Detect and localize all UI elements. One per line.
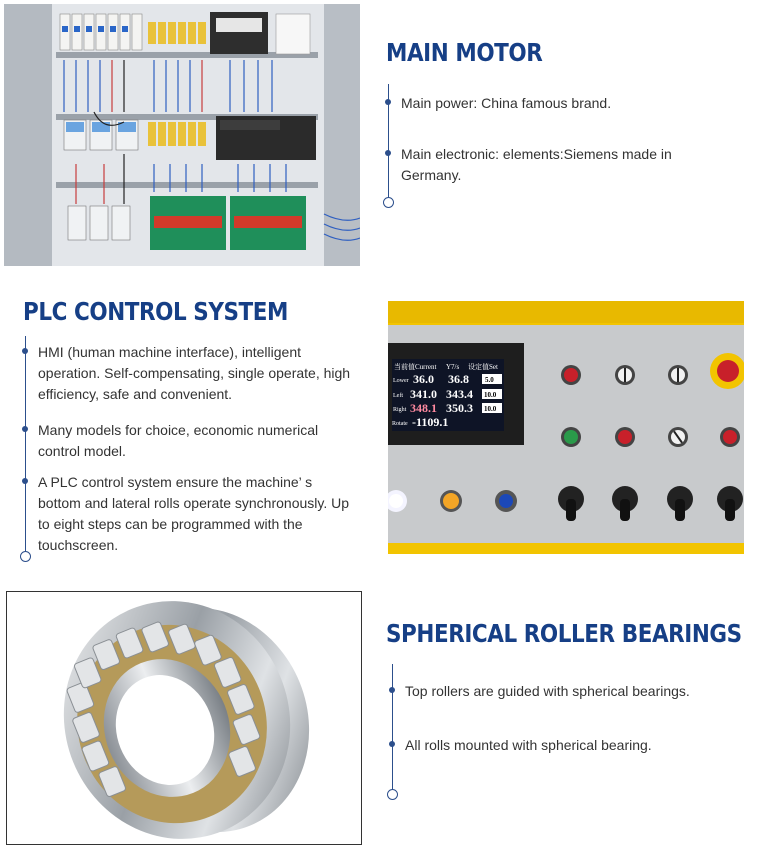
hmi-set-label: 设定值Set — [468, 363, 498, 371]
main-motor-item-1: Main power: China famous brand. — [401, 95, 612, 111]
bullet-dot — [22, 478, 28, 484]
hmi-unit: Y7/s — [446, 363, 460, 371]
hmi-row-label: Left — [393, 393, 403, 399]
spherical-bearings-heading: SPHERICAL ROLLER BEARINGS — [386, 619, 742, 648]
plc-timeline — [25, 336, 26, 552]
main-motor-item-2: Main electronic: elements:Siemens made in Germany. — [401, 146, 672, 183]
hmi-row-label: Right — [393, 407, 407, 413]
hmi-actual-value: 350.3 — [446, 401, 473, 415]
bearings-item-1: Top rollers are guided with spherical bearings. — [405, 683, 690, 699]
bullet-dot — [389, 687, 395, 693]
hmi-current-value: 348.1 — [410, 401, 437, 415]
bullet-dot — [385, 150, 391, 156]
hmi-rotate-label: Rotate — [392, 421, 408, 427]
plc-item-3: A PLC control system ensure the machine’ s bottom and lateral rolls operate synchronously. Up to eight steps can be programmed with the touchscreen. — [38, 474, 350, 553]
bullet-dot — [22, 348, 28, 354]
plc-item-2: Many models for choice, economic numerical control model. — [38, 422, 319, 459]
bearings-item-2: All rolls mounted with spherical bearing. — [405, 737, 652, 753]
bullet-dot — [385, 99, 391, 105]
plc-item-1: HMI (human machine interface), intelligent operation. Self-compensating, single operate, high efficiency, safe and convenient. — [38, 344, 351, 402]
bearings-timeline — [392, 664, 393, 790]
hmi-set-value: 10.0 — [484, 391, 497, 399]
hmi-rotate-value: -1109.1 — [412, 415, 449, 429]
plc-timeline-end — [20, 551, 31, 562]
hmi-current-value: 36.0 — [413, 372, 434, 386]
main-motor-heading: MAIN MOTOR — [386, 38, 543, 67]
plc-control-heading: PLC CONTROL SYSTEM — [23, 297, 289, 326]
bullet-dot — [22, 426, 28, 432]
hmi-current-value: 341.0 — [410, 387, 437, 401]
hmi-actual-value: 343.4 — [446, 387, 473, 401]
hmi-set-value: 10.0 — [484, 405, 497, 413]
main-motor-timeline-end — [383, 197, 394, 208]
hmi-actual-value: 36.8 — [448, 372, 469, 386]
hmi-title: 当前值Current — [394, 363, 437, 371]
bullet-dot — [389, 741, 395, 747]
bearings-timeline-end — [387, 789, 398, 800]
electrical-cabinet-photo — [4, 4, 360, 266]
hmi-row-label: Lower — [393, 378, 409, 384]
hmi-set-value: 5.0 — [485, 376, 494, 384]
control-panel-photo — [388, 301, 744, 554]
bearing-photo — [6, 591, 362, 845]
